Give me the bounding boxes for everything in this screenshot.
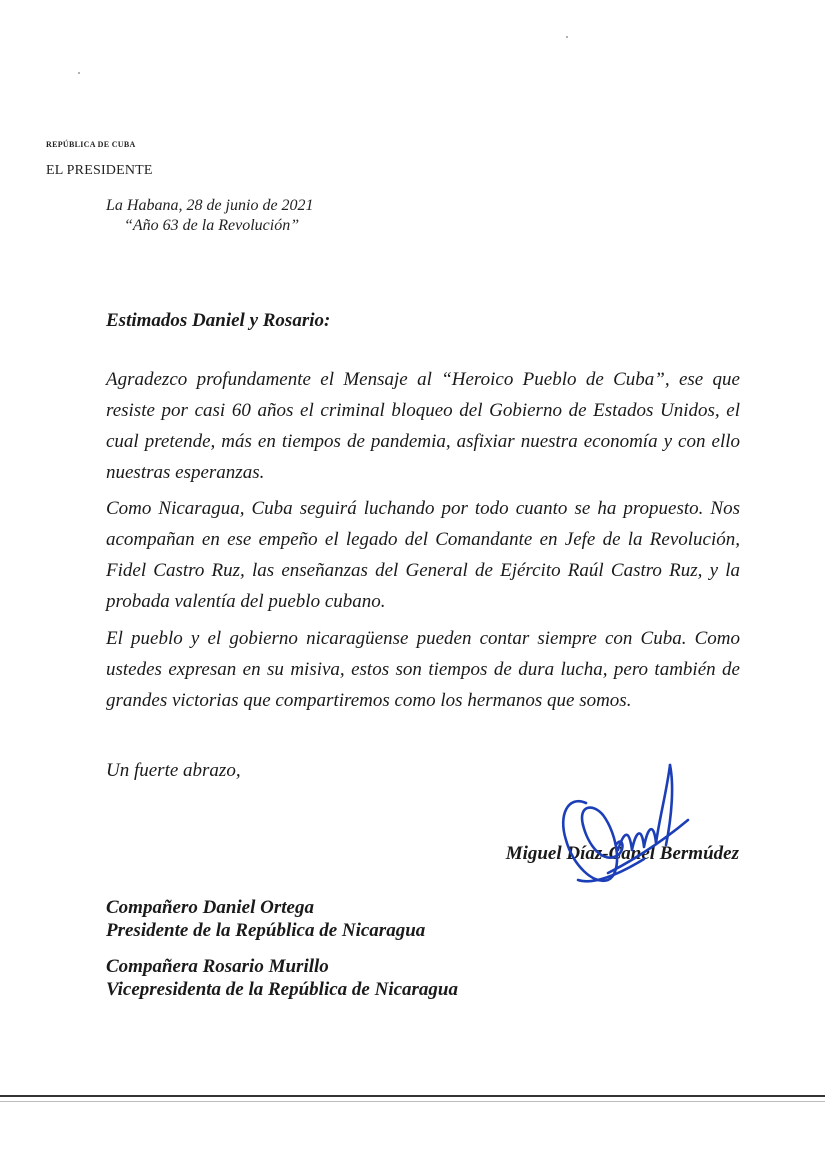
- signer-name: Miguel Díaz-Canel Bermúdez: [505, 843, 739, 864]
- recipient-1-name: Compañero Daniel Ortega: [106, 897, 314, 918]
- scan-speck: [78, 72, 80, 74]
- body-paragraph-3: El pueblo y el gobierno nicaragüense pueden contar siempre con Cuba. Como ustedes expresan en su misiva, estos son tiempos de dura lucha, pero también de grandes victorias que compartiremos como los hermanos que somos.: [106, 628, 740, 711]
- recipient-2-name: Compañera Rosario Murillo: [106, 956, 329, 977]
- salutation: Estimados Daniel y Rosario:: [106, 310, 331, 331]
- closing-phrase: Un fuerte abrazo,: [106, 760, 241, 781]
- handwritten-signature: [548, 755, 698, 895]
- letterhead-office: EL PRESIDENTE: [46, 163, 153, 178]
- place-date: La Habana, 28 de junio de 2021: [106, 197, 314, 214]
- recipient-2-title: Vicepresidenta de la República de Nicaragua: [106, 979, 459, 1000]
- footer-rule: [0, 1095, 825, 1097]
- footer-rule-shadow: [0, 1101, 825, 1102]
- body-paragraph-1: Agradezco profundamente el Mensaje al “Heroico Pueblo de Cuba”, ese que resiste por casi 60 años el criminal bloqueo del Gobierno de Estados Unidos, el cual pretende, más en tiempos de pandemia, asfixiar nuestra economía y con ello nuestras esperanzas.: [106, 369, 740, 483]
- letterhead-country: REPÚBLICA DE CUBA: [46, 140, 136, 149]
- recipient-1-title: Presidente de la República de Nicaragua: [106, 920, 426, 941]
- body-paragraph-2: Como Nicaragua, Cuba seguirá luchando por todo cuanto se ha propuesto. Nos acompañan en ese empeño el legado del Comandante en Jefe de la Revolución, Fidel Castro Ruz, las enseñanzas del General de Ejército Raúl Castro Ruz, y la probada valentía del pueblo cubano.: [106, 498, 740, 612]
- year-motto: “Año 63 de la Revolución”: [124, 217, 300, 234]
- scan-speck: [566, 36, 568, 38]
